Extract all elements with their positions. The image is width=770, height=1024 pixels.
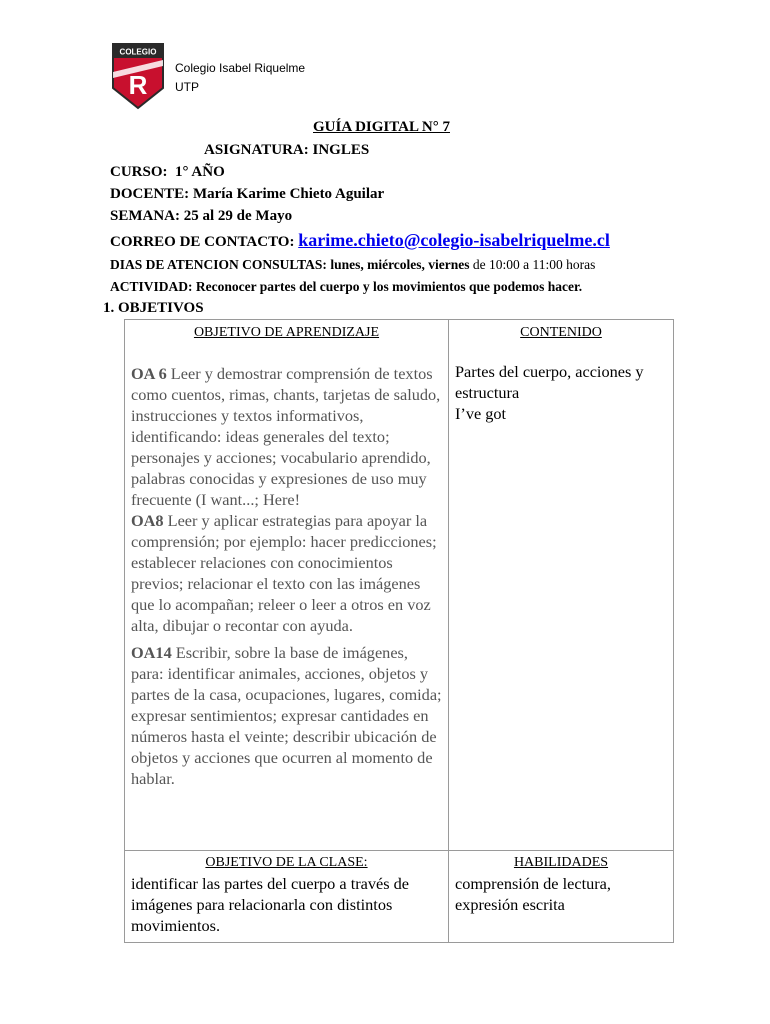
skills-cell: comprensión de lectura, expresión escrita xyxy=(449,873,674,943)
table-row xyxy=(125,873,674,943)
course-line xyxy=(110,164,225,181)
activity-value: Reconocer partes del cuerpo y los movimientos que podemos hacer. xyxy=(195,279,583,294)
week-value: 25 al 29 de Mayo xyxy=(183,208,293,224)
oa-14-code: OA14 xyxy=(131,643,172,662)
oa-6-text: Leer y demostrar comprensión de textos como cuentos, rimas, chants, tarjetas de saludo, instrucciones y textos informativos, identificando: ideas generales del texto; personajes y acciones; vocabulario aprendido, palabras conocidas y expresiones de uso muy frecuente (I want...; Here! xyxy=(131,364,441,509)
email-link[interactable]: karime.chieto@colegio-isabelriquelme.cl xyxy=(298,230,610,250)
oa-6-code: OA 6 xyxy=(131,364,167,383)
skills-header: HABILIDADES xyxy=(449,851,674,874)
activity-line xyxy=(110,279,582,295)
logo-letter: R xyxy=(128,70,148,100)
course-label: CURSO: xyxy=(110,164,168,180)
guide-title: GUÍA DIGITAL N° 7 xyxy=(313,119,450,135)
week-label: SEMANA: xyxy=(110,208,180,224)
table-row xyxy=(125,347,674,851)
learning-objectives-cell xyxy=(125,347,449,851)
email-line xyxy=(110,230,610,251)
teacher-label: DOCENTE: xyxy=(110,186,190,202)
oa-14-text: Escribir, sobre la base de imágenes, para: identificar animales, acciones, objetos y partes de la casa, ocupaciones, lugares, comida; expresar sentimientos; expresar cantidades en números hasta el veinte; describir ubicación de objetos y acciones que ocurren al momento de hablar. xyxy=(131,643,442,788)
email-label: CORREO DE CONTACTO: xyxy=(110,234,295,250)
class-objective-header: OBJETIVO DE LA CLASE: xyxy=(125,851,449,874)
content-header: CONTENIDO xyxy=(449,320,674,348)
school-name: Colegio Isabel Riquelme xyxy=(175,61,306,75)
hours-value: de 10:00 a 11:00 horas xyxy=(472,257,596,272)
oa-8-code: OA8 xyxy=(131,511,164,530)
content-line-2: I’ve got xyxy=(455,404,507,423)
week-line xyxy=(110,208,292,225)
course-value: 1° AÑO xyxy=(175,164,225,180)
learning-objective-header: OBJETIVO DE APRENDIZAJE xyxy=(125,320,449,348)
objectives-table xyxy=(124,319,674,943)
content-line-1: Partes del cuerpo, acciones y estructura xyxy=(455,362,644,402)
class-objective-cell: identificar las partes del cuerpo a través de imágenes para relacionarla con distintos movimientos. xyxy=(125,873,449,943)
content-cell xyxy=(449,347,674,851)
oa-8-block xyxy=(131,510,442,636)
days-value: lunes, miércoles, viernes xyxy=(330,257,470,272)
subject-line: ASIGNATURA: INGLES xyxy=(204,142,370,158)
school-department: UTP xyxy=(175,80,199,94)
logo-text: COLEGIO xyxy=(119,47,157,57)
teacher-value: María Karime Chieto Aguilar xyxy=(192,186,385,202)
teacher-line xyxy=(110,186,384,203)
oa-8-text: Leer y aplicar estrategias para apoyar la comprensión; por ejemplo: hacer predicciones; establecer relaciones con conocimientos previos; relacionar el texto con las imágenes que lo acompañan; releer o leer a otros en voz alta, dibujar o recontar con ayuda. xyxy=(131,511,437,635)
activity-label: ACTIVIDAD: xyxy=(110,279,193,294)
table-header-row-2 xyxy=(125,851,674,874)
days-line xyxy=(110,257,595,273)
oa-14-block xyxy=(131,642,442,789)
school-logo xyxy=(111,42,165,110)
objectives-section-title: 1. OBJETIVOS xyxy=(103,300,204,316)
oa-6-block xyxy=(131,363,442,510)
days-label: DIAS DE ATENCION CONSULTAS: xyxy=(110,257,327,272)
table-header-row xyxy=(125,320,674,348)
